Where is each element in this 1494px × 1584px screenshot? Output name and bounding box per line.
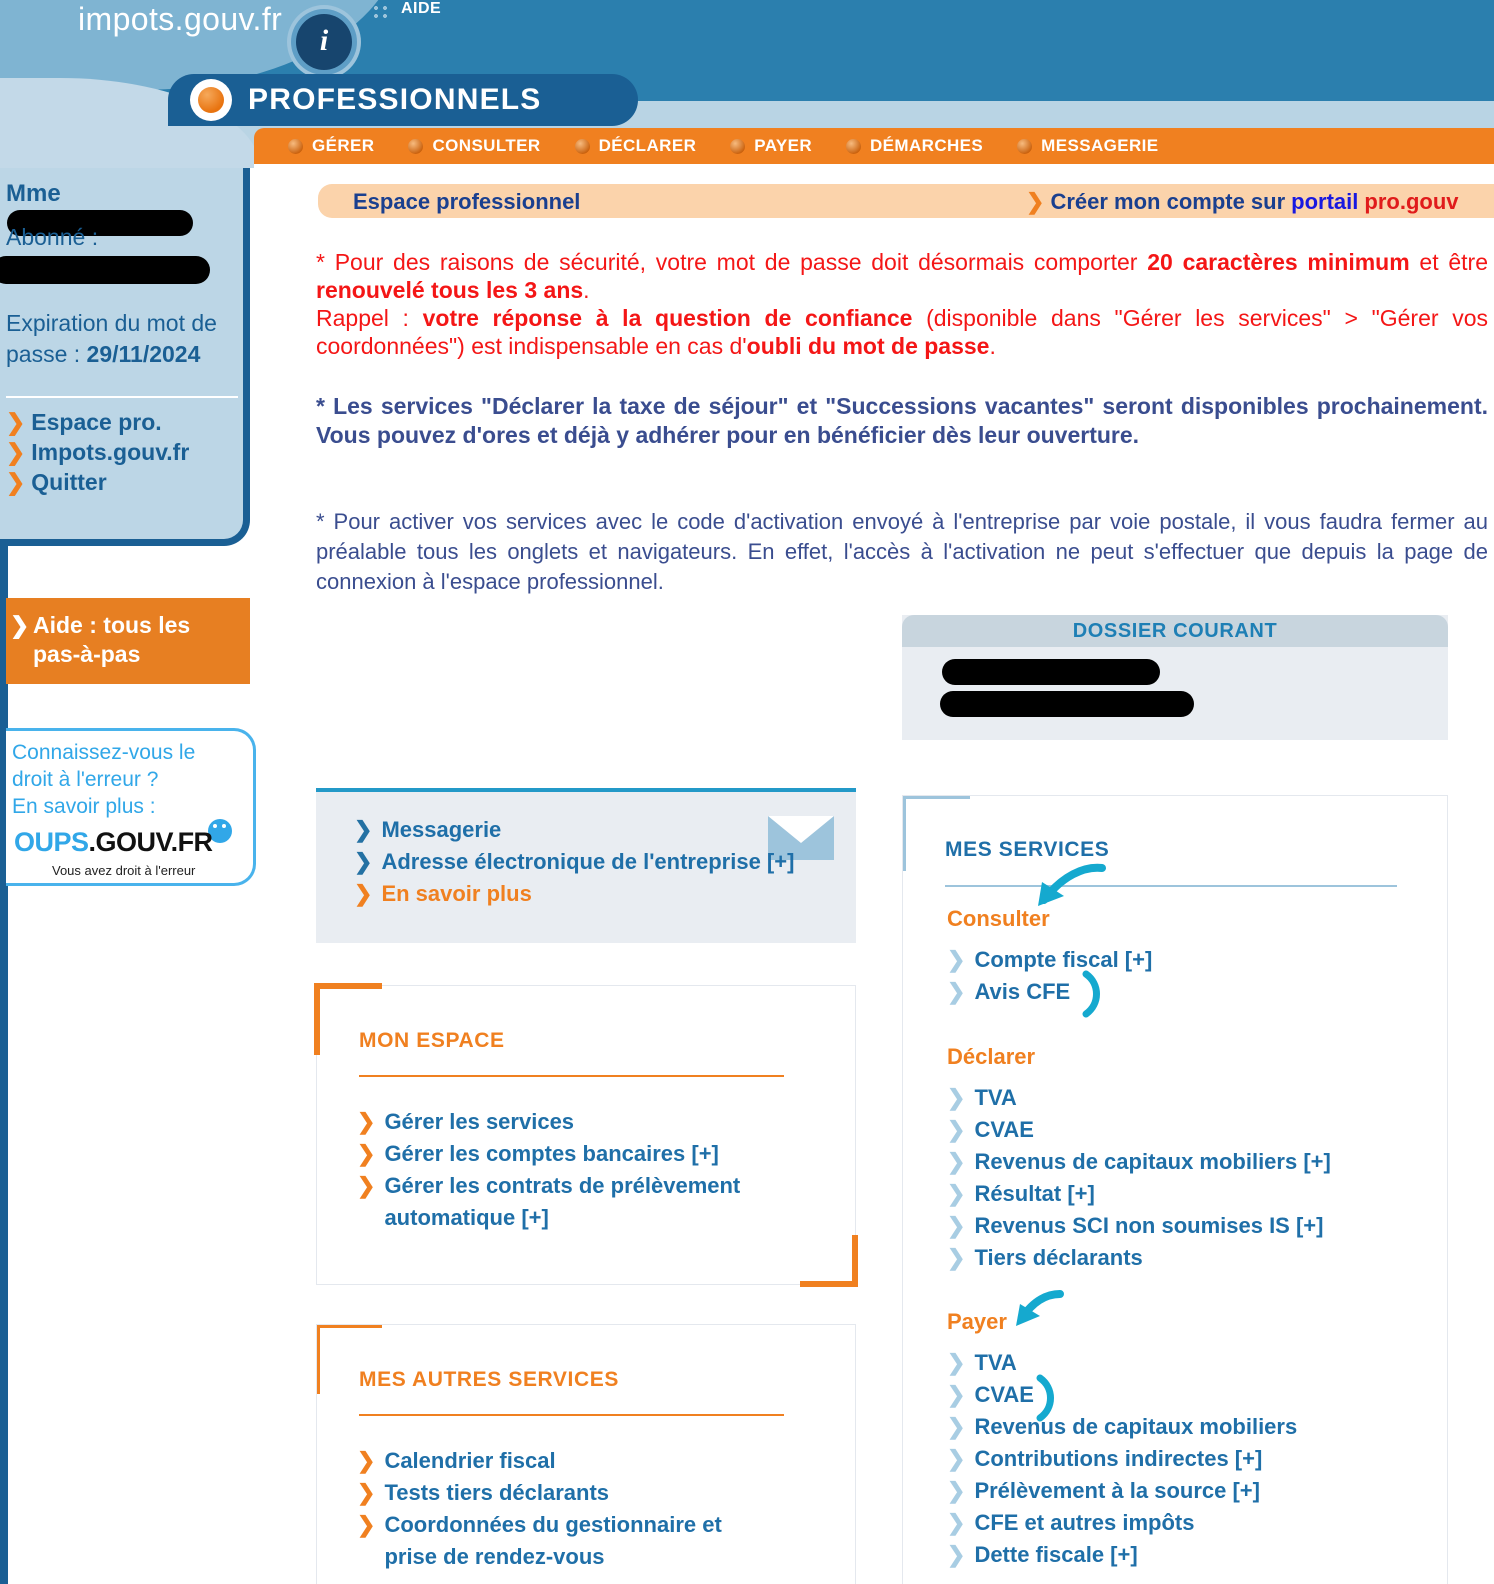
mes-autres-services-panel	[316, 1324, 856, 1584]
oups-question-line-2: droit à l'erreur ?	[12, 768, 159, 791]
chevron-right-icon: ❯	[947, 1350, 966, 1375]
oups-question	[12, 739, 244, 820]
link-declarer-revenus-capitaux[interactable]	[947, 1146, 1331, 1178]
bullet-icon	[575, 139, 590, 154]
chevron-right-icon: ❯	[357, 1480, 376, 1505]
chevron-right-icon: ❯	[947, 1245, 966, 1270]
main-navigation	[254, 128, 1494, 164]
link-declarer-resultat[interactable]	[947, 1178, 1331, 1210]
oups-question-line-3: En savoir plus :	[12, 795, 156, 818]
nav-item-declarer[interactable]	[575, 136, 697, 156]
notice-red-p1b: 20 caractères minimum	[1147, 249, 1410, 275]
redacted-abonne-value	[0, 256, 210, 284]
title-rule	[359, 1075, 784, 1077]
services-availability-notice: * Les services "Déclarer la taxe de séjour" et "Successions vacantes" seront disponibles prochainement. Vous pouvez d'ores et déjà y adhérer pour en bénéficier dès leur ouverture.	[316, 393, 1488, 448]
chevron-right-icon: ❯	[947, 1181, 966, 1206]
chevron-right-icon: ❯	[354, 881, 373, 906]
chevron-right-icon: ❯	[947, 947, 966, 972]
nav-item-demarches[interactable]	[846, 136, 983, 156]
link-payer-dette-fiscale[interactable]	[947, 1539, 1297, 1571]
chevron-right-icon: ❯	[357, 1109, 376, 1134]
link-label: TVA	[974, 1085, 1017, 1110]
nav-item-gerer[interactable]	[288, 136, 374, 156]
password-expiry-label: Expiration du mot de passe :	[6, 310, 217, 367]
professionnels-tab-label: PROFESSIONNELS	[248, 83, 542, 116]
chevron-right-icon: ❯	[947, 1542, 966, 1567]
chevron-right-icon: ❯	[357, 1448, 376, 1473]
nav-item-payer[interactable]	[730, 136, 812, 156]
oups-logo	[14, 827, 213, 858]
title-rule	[359, 1414, 784, 1416]
chevron-right-icon: ❯	[947, 1149, 966, 1174]
link-coordonnees-gestionnaire[interactable]	[357, 1509, 807, 1573]
chevron-right-icon: ❯	[1026, 189, 1045, 214]
link-declarer-tiers-declarants[interactable]	[947, 1242, 1331, 1274]
oups-tagline: Vous avez droit à l'erreur	[52, 863, 196, 878]
group-declarer	[947, 1044, 1331, 1274]
site-logo[interactable]: impots.gouv.fr	[78, 1, 283, 37]
create-account-text: Créer mon compte sur	[1050, 189, 1286, 214]
chevron-right-icon: ❯	[947, 979, 966, 1004]
link-declarer-revenus-sci[interactable]	[947, 1210, 1331, 1242]
link-label: CVAE	[974, 1382, 1034, 1407]
link-label: Gérer les comptes bancaires [+]	[384, 1141, 719, 1166]
link-avis-cfe[interactable]	[947, 976, 1152, 1008]
bullet-icon	[846, 139, 861, 154]
link-label: TVA	[974, 1350, 1017, 1375]
nav-label: DÉMARCHES	[870, 136, 984, 155]
corner-accent-vertical	[316, 1324, 320, 1394]
sidebar-item-quitter[interactable]	[6, 468, 189, 497]
link-label: Gérer les services	[384, 1109, 575, 1134]
link-label: CFE et autres impôts	[974, 1510, 1195, 1535]
link-label: Dette fiscale [+]	[974, 1542, 1138, 1567]
sidebar-item-impots-gouv[interactable]	[6, 438, 189, 467]
mes-autres-services-title: MES AUTRES SERVICES	[359, 1368, 619, 1391]
mes-services-panel	[902, 795, 1448, 1584]
link-adresse-electronique[interactable]	[354, 846, 794, 878]
link-label: Revenus de capitaux mobiliers [+]	[974, 1149, 1331, 1174]
link-label: Adresse électronique de l'entreprise [+]	[381, 849, 795, 874]
link-en-savoir-plus[interactable]	[354, 878, 794, 910]
chevron-right-icon: ❯	[6, 409, 26, 435]
link-label: Coordonnées du gestionnaire et prise de rendez-vous	[384, 1512, 722, 1569]
chevron-right-icon: ❯	[357, 1173, 376, 1198]
corner-accent-horizontal-2	[800, 1281, 858, 1287]
chevron-right-icon: ❯	[947, 1446, 966, 1471]
divider	[6, 396, 238, 398]
link-label: Résultat [+]	[974, 1181, 1095, 1206]
nav-item-consulter[interactable]	[408, 136, 540, 156]
oups-logo-blue: OUPS	[14, 827, 89, 857]
group-consulter-links	[947, 944, 1152, 1008]
chevron-right-icon: ❯	[947, 1414, 966, 1439]
link-payer-cvae[interactable]	[947, 1379, 1297, 1411]
notice-red-p2c: (disponible dans "Gérer les services" > "Gérer vos coordonnées") est indispensable en cas d'	[316, 305, 1488, 359]
link-declarer-tva[interactable]	[947, 1082, 1331, 1114]
corner-accent-horizontal	[902, 795, 970, 799]
user-title: Mme	[6, 180, 61, 207]
group-payer-links	[947, 1347, 1297, 1571]
nav-spacer	[254, 164, 1494, 180]
link-compte-fiscal[interactable]	[947, 944, 1152, 976]
link-gerer-les-services[interactable]	[357, 1106, 807, 1138]
notice-red-p1c: et être	[1409, 249, 1488, 275]
chevron-right-icon: ❯	[357, 1141, 376, 1166]
link-gerer-contrats-prelevement[interactable]	[357, 1170, 807, 1234]
chevron-right-icon: ❯	[6, 469, 26, 495]
notice-red-p1d: renouvelé tous les 3 ans	[316, 277, 584, 303]
create-account-link[interactable]	[1026, 189, 1459, 215]
chevron-right-icon: ❯	[947, 1085, 966, 1110]
chevron-right-icon: ❯	[10, 612, 30, 638]
portail-red-text: pro.gouv	[1364, 189, 1459, 214]
chevron-right-icon: ❯	[947, 1213, 966, 1238]
oups-question-line-1: Connaissez-vous le	[12, 741, 196, 764]
nav-label: PAYER	[754, 136, 812, 155]
link-label: Contributions indirectes [+]	[974, 1446, 1263, 1471]
corner-accent-horizontal	[316, 1324, 382, 1328]
password-expiry	[6, 308, 238, 370]
user-info-panel	[0, 168, 250, 546]
bullet-icon	[408, 139, 423, 154]
notice-red-p2d: oubli du mot de passe	[746, 333, 990, 359]
notice-red-p2e: .	[989, 333, 996, 359]
corner-accent-horizontal	[314, 983, 382, 989]
link-calendrier-fiscal[interactable]	[357, 1445, 807, 1477]
mon-espace-panel	[316, 985, 856, 1285]
link-label: En savoir plus	[381, 881, 532, 906]
link-declarer-cvae[interactable]	[947, 1114, 1331, 1146]
sidebar-item-label: Espace pro.	[31, 409, 162, 435]
link-label: Compte fiscal [+]	[974, 947, 1153, 972]
notice-red-p2b: votre réponse à la question de confiance	[422, 305, 913, 331]
notice-red-p2a: Rappel :	[316, 305, 423, 331]
dots-decoration-icon	[374, 6, 392, 18]
aide-link[interactable]: AIDE	[401, 0, 442, 17]
sidebar-item-label: Quitter	[31, 469, 107, 495]
group-payer	[947, 1309, 1297, 1571]
activation-notice: * Pour activer vos services avec le code d'activation envoyé à l'entreprise par voie postale, il vous faudra fermer au préalable tous les onglets et navigateurs. En effet, l'accès à l'activation ne peut s'effectuer que depuis la page de connexion à l'espace professionnel.	[316, 509, 1488, 594]
link-payer-tva[interactable]	[947, 1347, 1297, 1379]
messagerie-panel	[316, 788, 856, 943]
chevron-right-icon: ❯	[354, 849, 373, 874]
oups-logo-black: .GOUV.FR	[88, 827, 213, 857]
abonne-label: Abonné :	[6, 224, 99, 250]
professionnels-tab[interactable]	[168, 74, 638, 126]
corner-accent-vertical-2	[852, 1235, 858, 1287]
dossier-courant-title: DOSSIER COURANT	[902, 615, 1448, 647]
portail-blue-text: portail	[1291, 189, 1359, 214]
chevron-right-icon: ❯	[947, 1117, 966, 1142]
chevron-right-icon: ❯	[947, 1478, 966, 1503]
mon-espace-links	[357, 1106, 807, 1234]
bullet-icon	[288, 139, 303, 154]
nav-label: CONSULTER	[432, 136, 541, 155]
link-label: Avis CFE	[974, 979, 1071, 1004]
corner-accent-vertical	[902, 795, 906, 871]
link-payer-contributions-indirectes[interactable]	[947, 1443, 1297, 1475]
nav-label: MESSAGERIE	[1041, 136, 1159, 155]
link-payer-revenus-capitaux[interactable]	[947, 1411, 1297, 1443]
nav-label: GÉRER	[312, 136, 375, 155]
chevron-right-icon: ❯	[947, 1382, 966, 1407]
oups-promo-panel[interactable]	[6, 728, 256, 886]
group-heading-declarer: Déclarer	[947, 1044, 1036, 1069]
sidebar-links	[6, 408, 189, 498]
page-title: Espace professionnel	[353, 189, 581, 214]
corner-accent-vertical	[314, 983, 320, 1055]
link-payer-cfe-autres-impots[interactable]	[947, 1507, 1297, 1539]
mes-services-title: MES SERVICES	[945, 838, 1110, 861]
info-icon[interactable]: i	[296, 14, 352, 70]
chevron-right-icon: ❯	[6, 439, 26, 465]
link-tests-tiers-declarants[interactable]	[357, 1477, 807, 1509]
mes-autres-services-links	[357, 1445, 807, 1573]
sidebar-item-espace-pro[interactable]	[6, 408, 189, 437]
notice-red-p1a: * Pour des raisons de sécurité, votre mot de passe doit désormais comporter	[316, 249, 1148, 275]
messagerie-links	[354, 814, 794, 910]
dossier-courant-panel	[902, 615, 1448, 740]
chevron-right-icon: ❯	[354, 817, 373, 842]
link-label: Revenus de capitaux mobiliers	[974, 1414, 1298, 1439]
group-declarer-links	[947, 1082, 1331, 1274]
link-label: CVAE	[974, 1117, 1034, 1142]
link-label: Revenus SCI non soumises IS [+]	[974, 1213, 1324, 1238]
bullet-icon	[1017, 139, 1032, 154]
group-heading-consulter: Consulter	[947, 906, 1050, 931]
link-label: Tiers déclarants	[974, 1245, 1143, 1270]
link-label: Tests tiers déclarants	[384, 1480, 610, 1505]
mon-espace-title: MON ESPACE	[359, 1029, 505, 1052]
nav-label: DÉCLARER	[598, 136, 697, 155]
link-label: Prélèvement à la source [+]	[974, 1478, 1260, 1503]
security-notice	[316, 248, 1488, 360]
title-rule	[945, 885, 1397, 887]
link-label: Messagerie	[381, 817, 502, 842]
link-label: Calendrier fiscal	[384, 1448, 556, 1473]
group-heading-payer: Payer	[947, 1309, 1007, 1334]
chevron-right-icon: ❯	[357, 1512, 376, 1537]
group-consulter	[947, 906, 1152, 1008]
link-gerer-comptes-bancaires[interactable]	[357, 1138, 807, 1170]
link-label: Gérer les contrats de prélèvement automatique [+]	[384, 1173, 741, 1230]
link-payer-prelevement-source[interactable]	[947, 1475, 1297, 1507]
chevron-right-icon: ❯	[947, 1510, 966, 1535]
notice-red-p1e: .	[583, 277, 590, 303]
password-expiry-date: 29/11/2024	[86, 341, 201, 367]
breadcrumb	[318, 184, 1494, 218]
sidebar-item-label: Impots.gouv.fr	[31, 439, 190, 465]
bullet-icon	[730, 139, 745, 154]
link-messagerie[interactable]	[354, 814, 794, 846]
aide-pas-a-pas-button[interactable]	[6, 598, 250, 684]
orange-disc-icon	[190, 79, 232, 121]
aide-pas-a-pas-label: Aide : tous les pas-à-pas	[33, 612, 191, 667]
nav-item-messagerie[interactable]	[1017, 136, 1158, 156]
